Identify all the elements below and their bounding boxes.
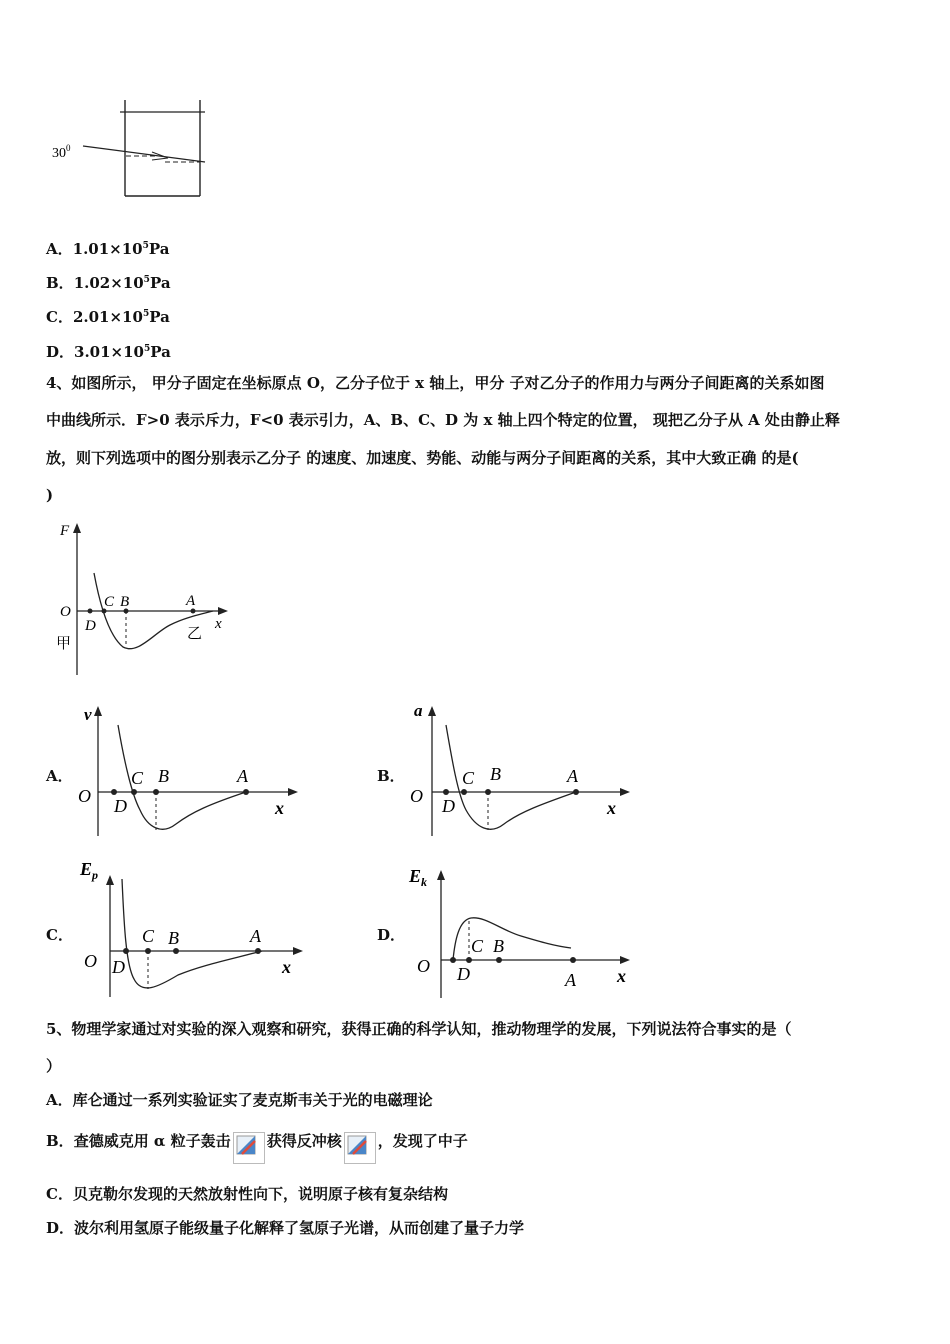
graph-d-point-b: B [493, 936, 504, 956]
container-figure [40, 96, 220, 206]
graph-c-x-label: x [282, 957, 291, 977]
point-label-d: D [85, 618, 96, 634]
graph-d-point-a: A [565, 970, 576, 990]
graph-b-y-label: a [414, 701, 423, 720]
option-a-q3: A．$1.01\times 10^5Pa$ [46, 240, 170, 258]
graph-c-point-b: B [168, 928, 179, 948]
graph-a-origin: O [78, 786, 91, 806]
option-a-graph [70, 700, 305, 840]
q5-option-d: D．波尔利用氢原子能级量子化解释了氢原子光谱，从而创建了量子力学 [46, 1219, 525, 1237]
option-b-graph [402, 700, 637, 840]
graph-a-point-c: C [131, 768, 144, 788]
graph-b-point-d: D [442, 796, 455, 816]
graph-a-point-d: D [114, 796, 127, 816]
option-d-q3: D．$3.01\times 10^5Pa$ [46, 343, 171, 361]
graph-b-origin: O [410, 786, 423, 806]
axis-label-f: F [60, 523, 70, 539]
q5-option-c: C．贝克勒尔发现的天然放射性向下，说明原子核有复杂结构 [46, 1185, 448, 1203]
graph-c-point-c: C [142, 926, 155, 946]
broken-image-icon [344, 1132, 376, 1164]
point-label-a: A [186, 593, 196, 609]
graph-d-origin: O [417, 956, 430, 976]
point-label-c: C [104, 594, 115, 610]
option-d-graph [405, 860, 640, 1000]
q4-line-4: ) [46, 486, 54, 504]
graph-d-point-d: D [457, 964, 470, 984]
graph-b-x-label: x [607, 798, 616, 818]
force-distance-graph [50, 515, 235, 680]
point-label-b: B [120, 594, 130, 610]
graph-a-x-label: x [275, 798, 284, 818]
graph-b-point-a: A [567, 766, 578, 786]
graph-d-point-c: C [471, 936, 484, 956]
option-b-label: B． [377, 767, 405, 785]
graph-d-y-label: $E_k$ [409, 866, 428, 889]
option-b-q3: B．$1.02\times 10^5Pa$ [46, 274, 171, 292]
angle-label: $30^0$ [52, 143, 71, 161]
q5-option-a: A．库仑通过一系列实验证实了麦克斯韦关于光的电磁理论 [46, 1091, 433, 1109]
graph-a-point-a: A [237, 766, 248, 786]
q4-line-2: 中曲线所示．F>0 表示斥力，F<0 表示引力，A、B、C、D 为 x 轴上四个特定的位置， 现把乙分子从 A 处由静止释 [46, 411, 840, 429]
graph-d-x-label: x [617, 966, 626, 986]
label-jia: 甲 [56, 636, 72, 652]
graph-c-y-label: $E_p$ [80, 859, 99, 882]
label-yi: 乙 [187, 626, 203, 642]
axis-label-x: x [215, 616, 222, 632]
q5-line-2: ） [46, 1057, 62, 1075]
graph-c-origin: O [84, 951, 97, 971]
graph-c-point-d: D [112, 957, 125, 977]
option-c-label: C． [46, 926, 73, 944]
option-c-graph [72, 855, 312, 1000]
q4-line-1: 4、如图所示， 甲分子固定在坐标原点 O，乙分子位于 x 轴上，甲分 子对乙分子的作用力与两分子间距离的关系如图 [46, 374, 825, 392]
graph-b-point-c: C [462, 768, 475, 788]
graph-a-point-b: B [158, 766, 169, 786]
broken-image-icon [233, 1132, 265, 1164]
option-d-label: D． [377, 926, 406, 944]
option-c-q3: C．$2.01\times 10^5Pa$ [46, 308, 170, 326]
option-a-label: A． [46, 767, 73, 785]
q4-line-3: 放，则下列选项中的图分别表示乙分子 的速度、加速度、势能、动能与两分子间距离的关系，其中大致正确 的是( [46, 449, 799, 467]
graph-c-point-a: A [250, 926, 261, 946]
q5-line-1: 5、物理学家通过对实验的深入观察和研究，获得正确的科学认知，推动物理学的发展，下列说法符合事实的是（ [46, 1020, 792, 1038]
q5-option-b: B．查德威克用 α 粒子轰击 获得反冲核 ，发现了中子 [46, 1126, 468, 1158]
graph-a-y-label: v [84, 705, 92, 724]
origin-label: O [60, 604, 71, 620]
graph-b-point-b: B [490, 764, 501, 784]
